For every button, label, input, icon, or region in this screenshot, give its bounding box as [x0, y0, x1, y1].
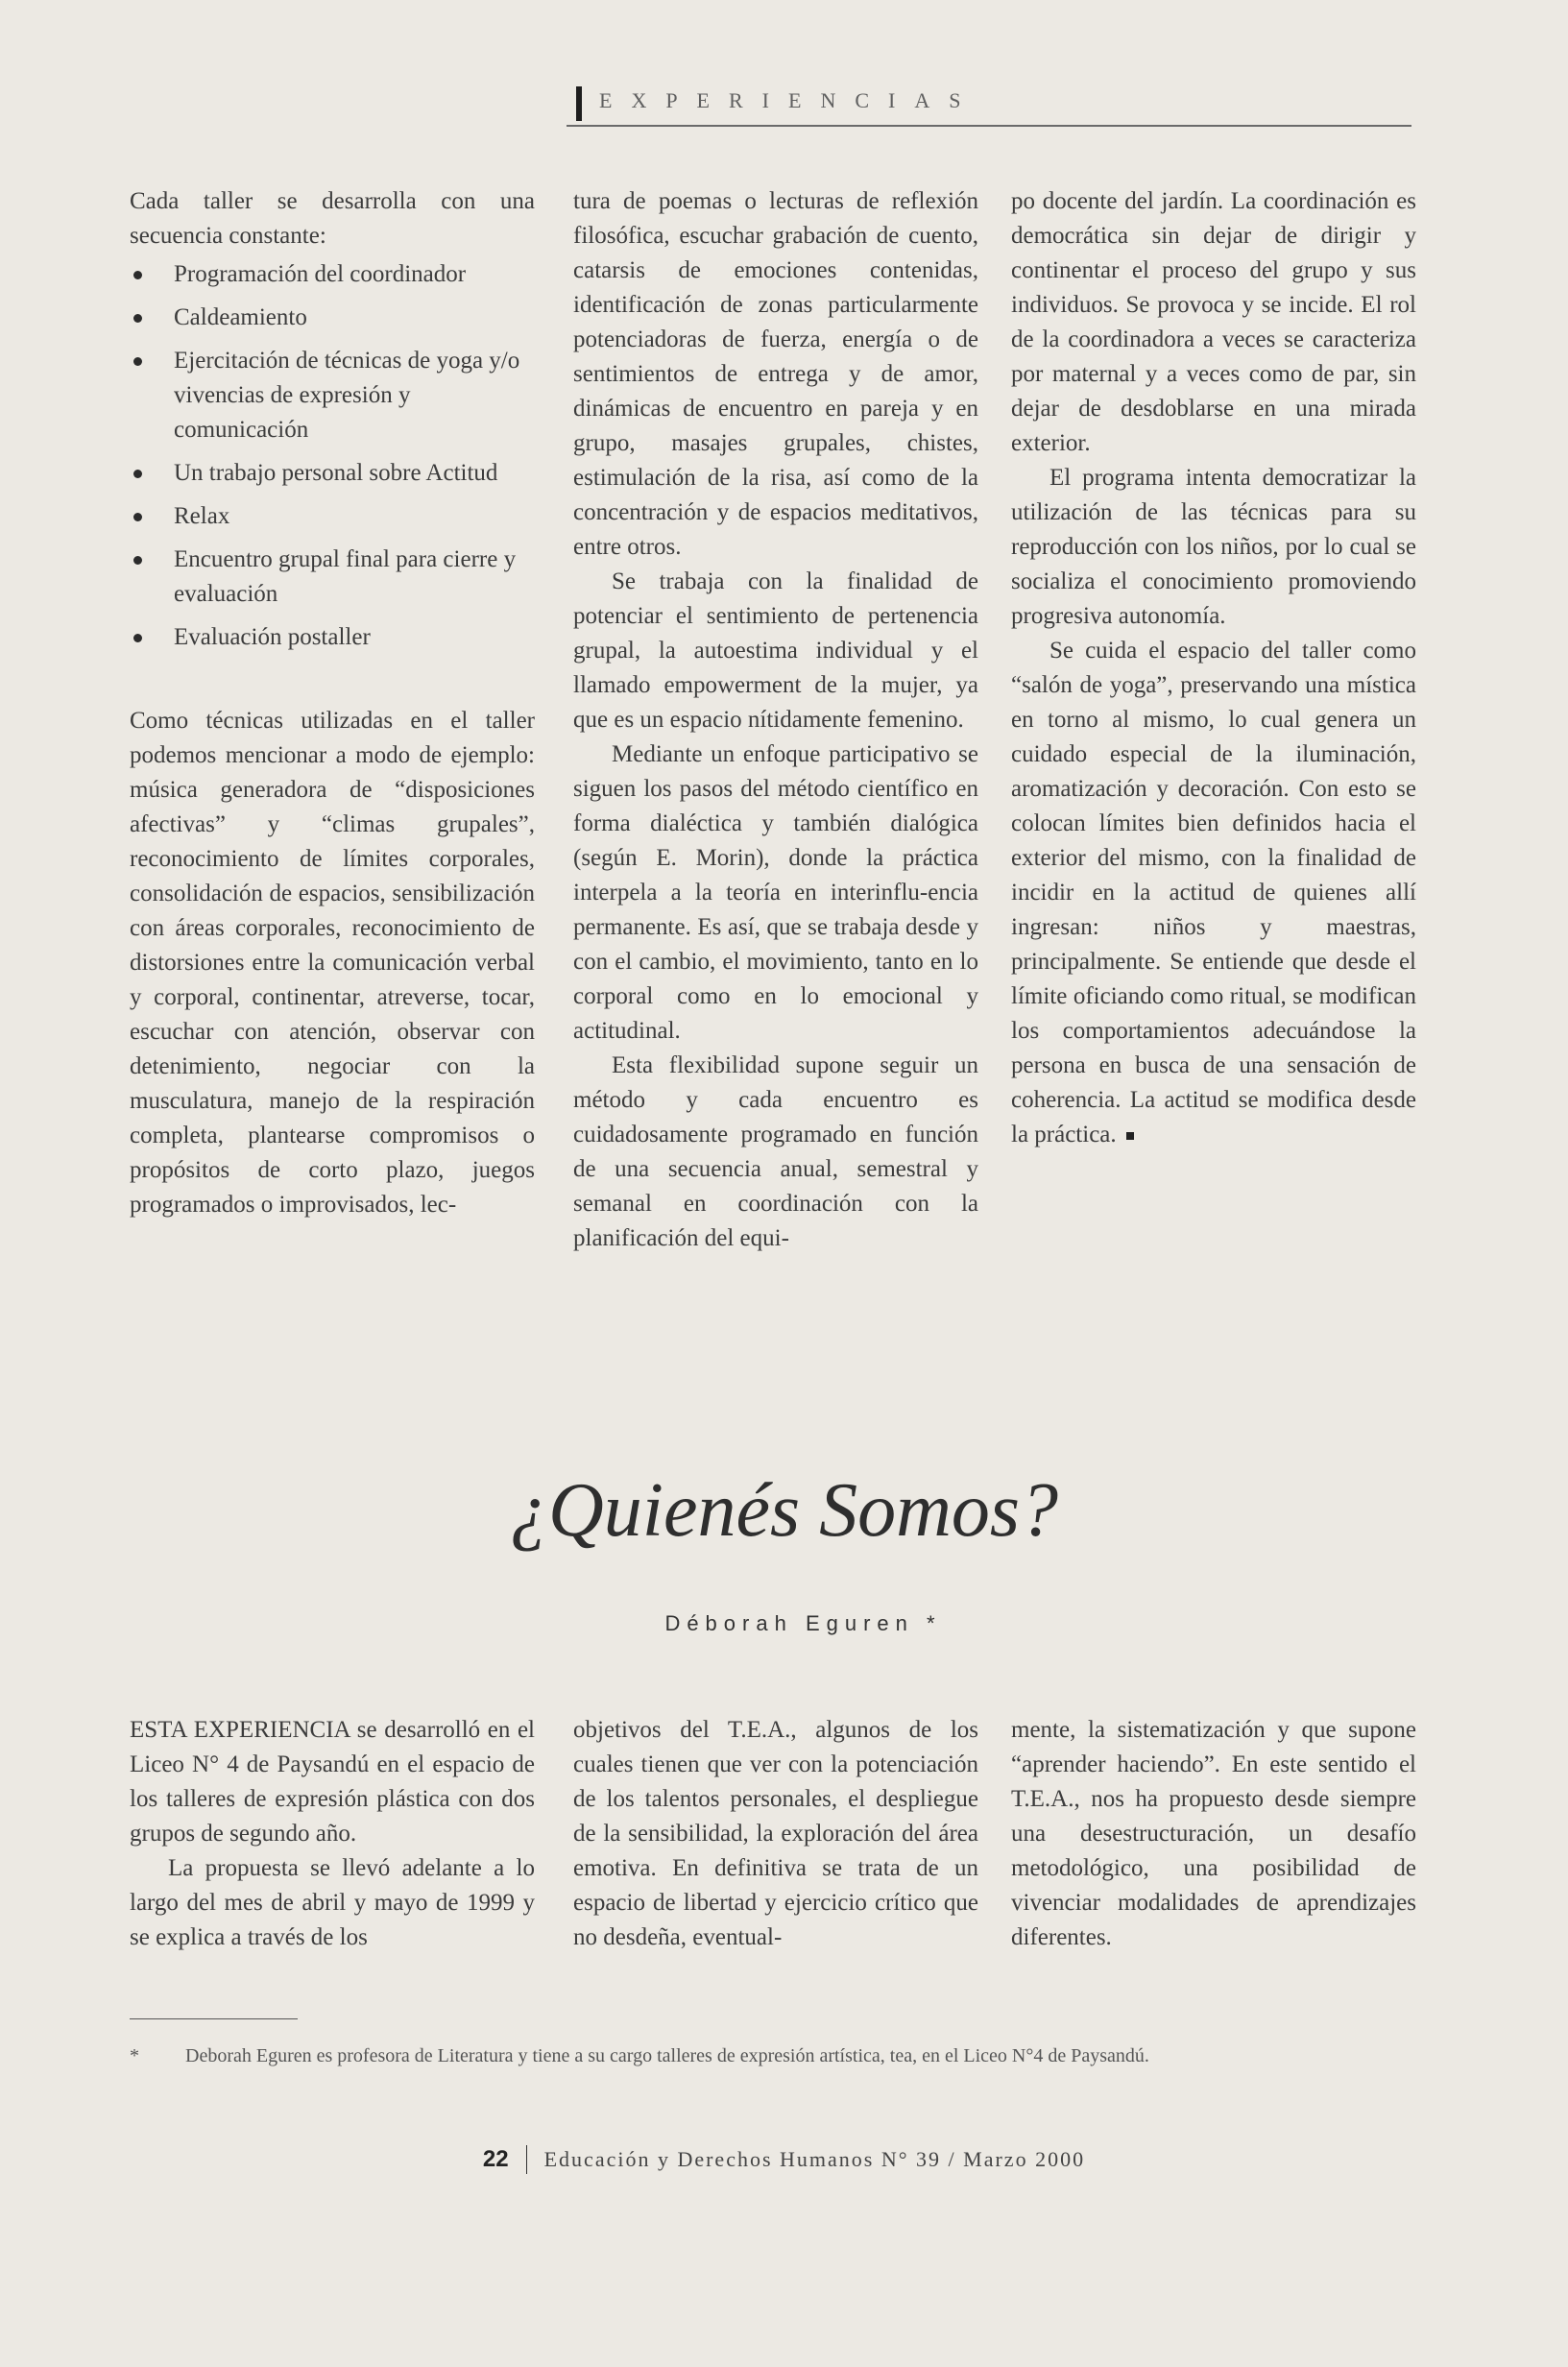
paragraph: La propuesta se llevó adelante a lo largo del mes de abril y mayo de 1999 y se explica a través de los	[130, 1855, 535, 1950]
bullet-icon	[133, 314, 142, 323]
bullet-icon	[133, 513, 142, 521]
list-item: Un trabajo personal sobre Actitud	[130, 456, 535, 491]
footnote-divider	[130, 2018, 298, 2019]
bullet-icon	[133, 634, 142, 642]
paragraph: Mediante un enfoque participativo se siguen los pasos del método científico en forma dialéctica y también dialógica (según E. Morin), donde la práctica interpela a la teoría en interinflu-encia permanente. Es así, que se trabaja desde y con el cambio, el movimiento, tanto en lo corporal como en lo emocional y actitudinal.	[573, 741, 978, 1044]
paragraph: mente, la sistematización y que supone “aprender haciendo”. En este sentido el T.E.A., nos ha propuesto desde siempre una desestructuración, un desafío metodológico, una posibilidad de vivenciar modalidades de aprendizajes diferentes.	[1011, 1717, 1416, 1950]
paragraph: se desarrolló en el Liceo N° 4 de Paysandú en el espacio de los talleres de expresión plástica con dos grupos de segundo año.	[130, 1717, 535, 1847]
workshop-sequence-list	[130, 257, 535, 655]
article1-column-3	[1011, 184, 1416, 1152]
page-number: 22	[482, 2146, 509, 2172]
bullet-icon	[133, 470, 142, 478]
end-of-article-icon	[1126, 1132, 1134, 1140]
list-item: Ejercitación de técnicas de yoga y/o vivencias de expresión y comunicación	[130, 344, 535, 447]
lead-in: ESTA EXPERIENCIA	[130, 1717, 350, 1743]
list-item: Relax	[130, 499, 535, 534]
paragraph: Se cuida el espacio del taller como “salón de yoga”, preservando una mística en torno al mismo, lo cual genera un cuidado especial de la iluminación, aromatización y decoración. Con esto se colocan límites bien definidos hacia el exterior del mismo, con la finalidad de incidir en la actitud de quienes allí ingresan: niños y maestras, principalmente. Se entiende que desde el límite oficiando como ritual, se modifican los comportamientos adecuándose la persona en busca de una sensación de coherencia. La actitud se modifica desde la práctica.	[1011, 638, 1416, 1147]
article2-column-1	[130, 1713, 535, 1955]
techniques-paragraph: Como técnicas utilizadas en el taller podemos mencionar a modo de ejemplo: música generadora de “disposiciones afectivas” y “climas grupales”, reconocimiento de límites corporales, consolidación de espacios, sensibilización con áreas corporales, reconocimiento de distorsiones entre la comunicación verbal y corporal, continentar, atreverse, tocar, escuchar con atención, observar con detenimiento, negociar con la musculatura, manejo de la respiración completa, plantearse compromisos o propósitos de corto plazo, juegos programados o improvisados, lec-	[130, 708, 535, 1218]
header-bar	[576, 86, 582, 121]
bullet-icon	[133, 357, 142, 366]
paragraph: objetivos del T.E.A., algunos de los cuales tienen que ver con la potenciación de los talentos personales, el despliegue de la sensibilidad, la exploración del área emotiva. En definitiva se trata de un espacio de libertad y ejercicio crítico que no desdeña, eventual-	[573, 1717, 978, 1950]
page-footer	[0, 2145, 1568, 2174]
article1-column-1	[130, 184, 535, 1222]
author-byline: Déborah Eguren *	[664, 1611, 942, 1635]
paragraph: tura de poemas o lecturas de reflexión filosófica, escuchar grabación de cuento, catarsis de emociones contenidas, identificación de zonas particularmente potenciadoras de fuerza, energía o de sentimientos de entrega y de amor, dinámicas de encuentro en pareja y en grupo, masajes grupales, chistes, estimulación de la risa, así como de la concentración y de espacios meditativos, entre otros.	[573, 188, 978, 560]
paragraph: Esta flexibilidad supone seguir un método y cada encuentro es cuidadosamente programado en función de una secuencia anual, semestral y semanal en coordinación con la planificación del equi-	[573, 1052, 978, 1251]
footnote-mark: *	[130, 2045, 139, 2066]
article2-column-2	[573, 1713, 978, 1955]
paragraph: po docente del jardín. La coordinación es democrática sin dejar de dirigir y continentar el proceso del grupo y sus individuos. Se provoca y se incide. El rol de la coordinadora a veces se caracteriza por maternal y a veces como de par, sin dejar de desdoblarse en una mirada exterior.	[1011, 188, 1416, 456]
footer-divider	[526, 2145, 527, 2174]
section-title: EXPERIENCIAS	[599, 88, 980, 112]
bullet-icon	[133, 556, 142, 565]
list-item: Evaluación postaller	[130, 620, 535, 655]
article2-column-3	[1011, 1713, 1416, 1955]
paragraph: El programa intenta democratizar la utilización de las técnicas para su reproducción con los niños, por lo cual se socializa el conocimiento promoviendo progresiva autonomía.	[1011, 465, 1416, 629]
footnote	[130, 2042, 1426, 2069]
article1-column-2	[573, 184, 978, 1256]
bullet-icon	[133, 271, 142, 279]
journal-citation: Educación y Derechos Humanos N° 39 / Marzo 2000	[543, 2147, 1086, 2171]
list-item: Encuentro grupal final para cierre y evaluación	[130, 543, 535, 612]
list-item: Programación del coordinador	[130, 257, 535, 292]
paragraph: Se trabaja con la finalidad de potenciar el sentimiento de pertenencia grupal, la autoestima individual y el llamado empowerment de la mujer, ya que es un espacio nítidamente femenino.	[573, 568, 978, 733]
list-item: Caldeamiento	[130, 301, 535, 335]
article-title: ¿Quienés Somos?	[509, 1468, 1059, 1553]
running-header	[567, 81, 1411, 127]
footnote-text: Deborah Eguren es profesora de Literatura y tiene a su cargo talleres de expresión artística, tea, en el Liceo N°4 de Paysandú.	[185, 2045, 1149, 2066]
intro-paragraph: Cada taller se desarrolla con una secuencia constante:	[130, 188, 535, 249]
